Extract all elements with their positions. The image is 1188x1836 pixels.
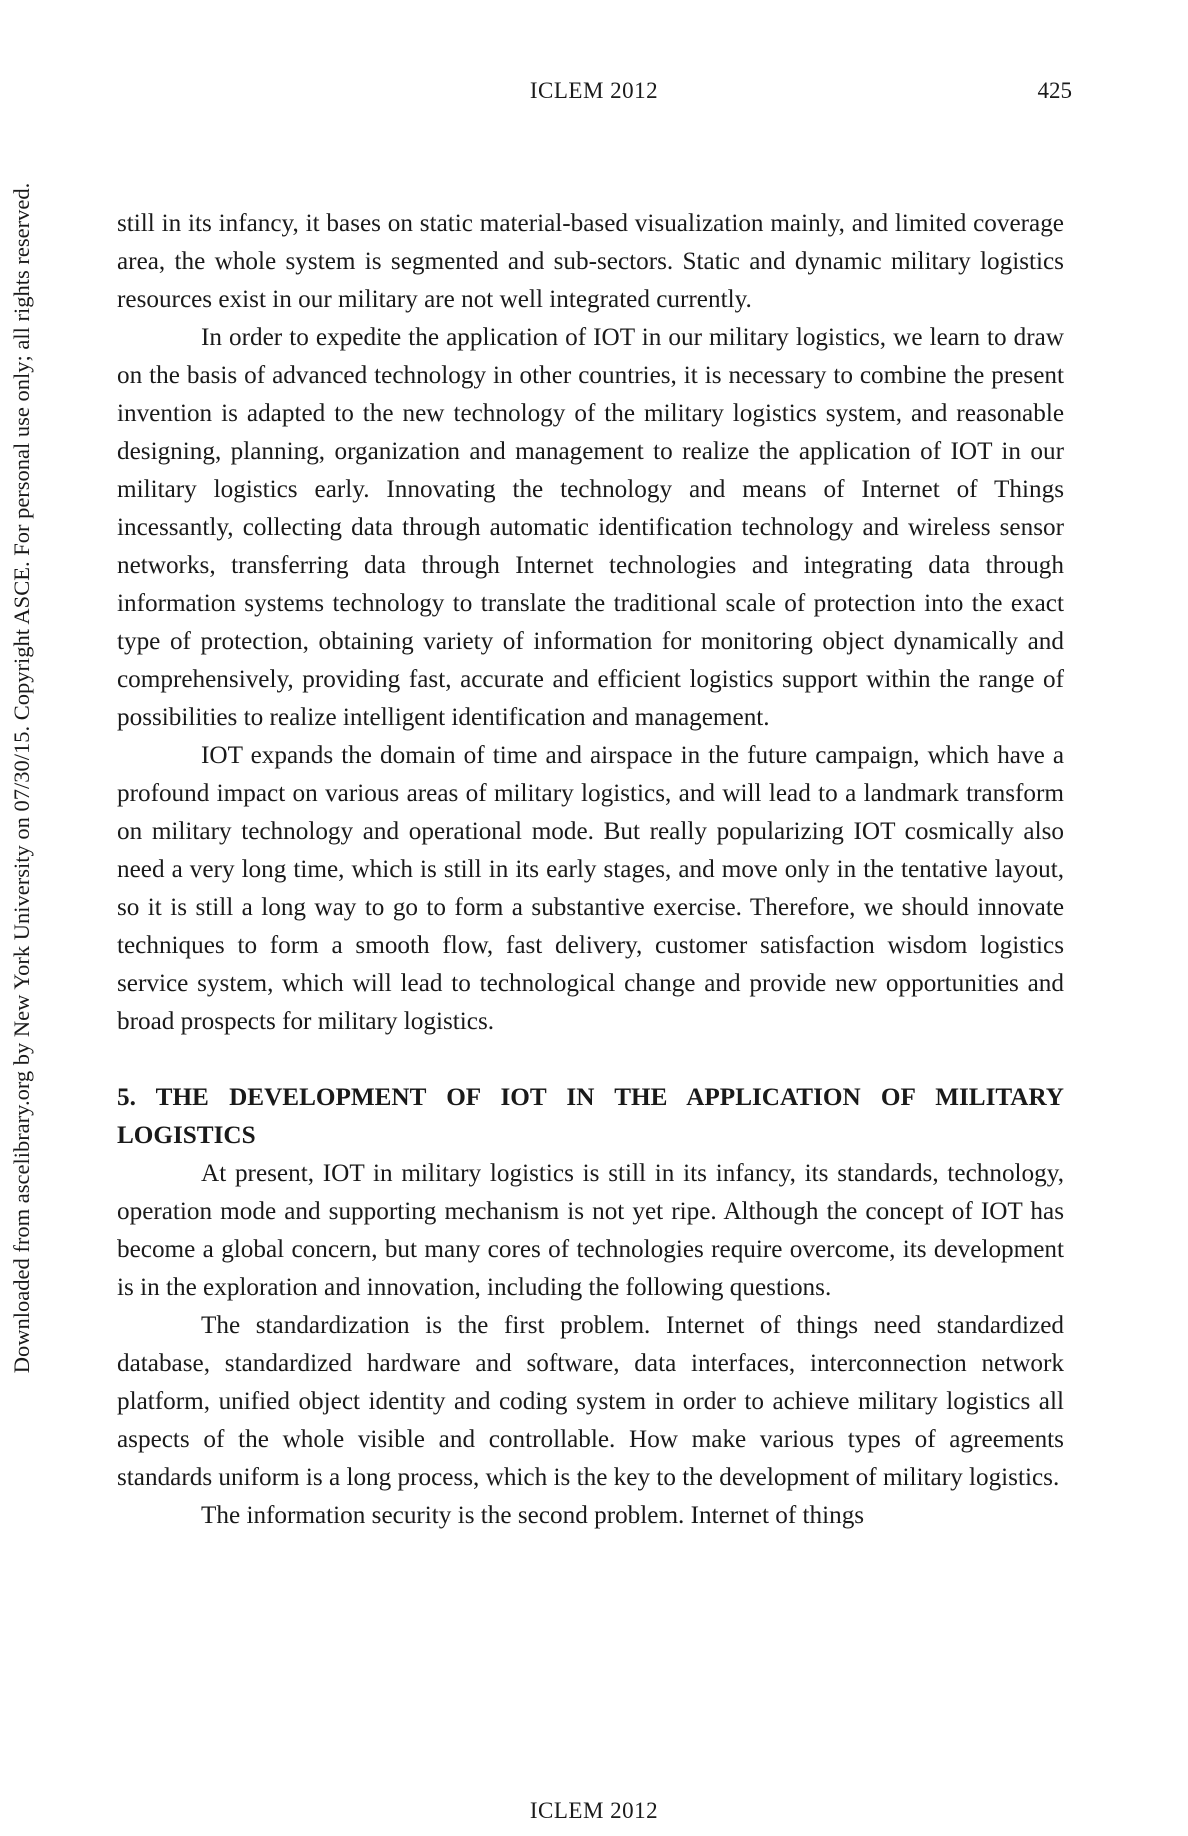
paragraph-information-security: The information security is the second problem. Internet of things: [201, 1502, 865, 1529]
paragraph-continuation: still in its infancy, it bases on static material-based visualization mainly, and limited coverage area, the whole system is segmented and sub-sectors. Static and dynamic military logistics resources exist in our military are not well integrated currently.: [117, 210, 1064, 313]
paragraph-standardization: The standardization is the first problem. Internet of things need standardized database, standardized hardware and software, data interfaces, interconnection network platform, unified object identity and coding system in order to achieve military logistics all aspects of the whole visible and controllable. How make various types of agreements standards uniform is a long process, which is the key to the development of military logistics.: [117, 1312, 1064, 1491]
paragraph-at-present: At present, IOT in military logistics is still in its infancy, its standards, technology, operation mode and supporting mechanism is not yet ripe. Although the concept of IOT has become a global concern, but many cores of technologies require overcome, its development is in the exploration and innovation, including the following questions.: [117, 1160, 1064, 1301]
header-conference-name: ICLEM 2012: [529, 78, 659, 103]
section-heading: 5. THE DEVELOPMENT OF IOT IN THE APPLICATION OF MILITARY LOGISTICS: [117, 1084, 1064, 1149]
running-header: [0, 78, 1188, 110]
download-copyright-notice: Downloaded from ascelibrary.org by New York University on 07/30/15. Copyright ASCE. For personal use only; all rights reserved.: [9, 182, 34, 1374]
page-number: 425: [1037, 78, 1072, 103]
paragraph-iot-expands: IOT expands the domain of time and airspace in the future campaign, which have a profound impact on various areas of military logistics, and will lead to a landmark transform on military technology and operational mode. But really popularizing IOT cosmically also need a very long time, which is still in its early stages, and move only in the tentative layout, so it is still a long way to go to form a substantive exercise. Therefore, we should innovate techniques to form a smooth flow, fast delivery, customer satisfaction wisdom logistics service system, which will lead to technological change and provide new opportunities and broad prospects for military logistics.: [117, 742, 1064, 1035]
running-footer: ICLEM 2012: [529, 1798, 659, 1823]
paragraph-expedite-iot: In order to expedite the application of IOT in our military logistics, we learn to draw on the basis of advanced technology in other countries, it is necessary to combine the present invention is adapted to the new technology of the military logistics system, and reasonable designing, planning, organization and management to realize the application of IOT in our military logistics early. Innovating the technology and means of Internet of Things incessantly, collecting data through automatic identification technology and wireless sensor networks, transferring data through Internet technologies and integrating data through information systems technology to translate the traditional scale of protection into the exact type of protection, obtaining variety of information for monitoring object dynamically and comprehensively, providing fast, accurate and efficient logistics support within the range of possibilities to realize intelligent identification and management.: [117, 324, 1064, 731]
article-body: [117, 205, 1064, 1535]
